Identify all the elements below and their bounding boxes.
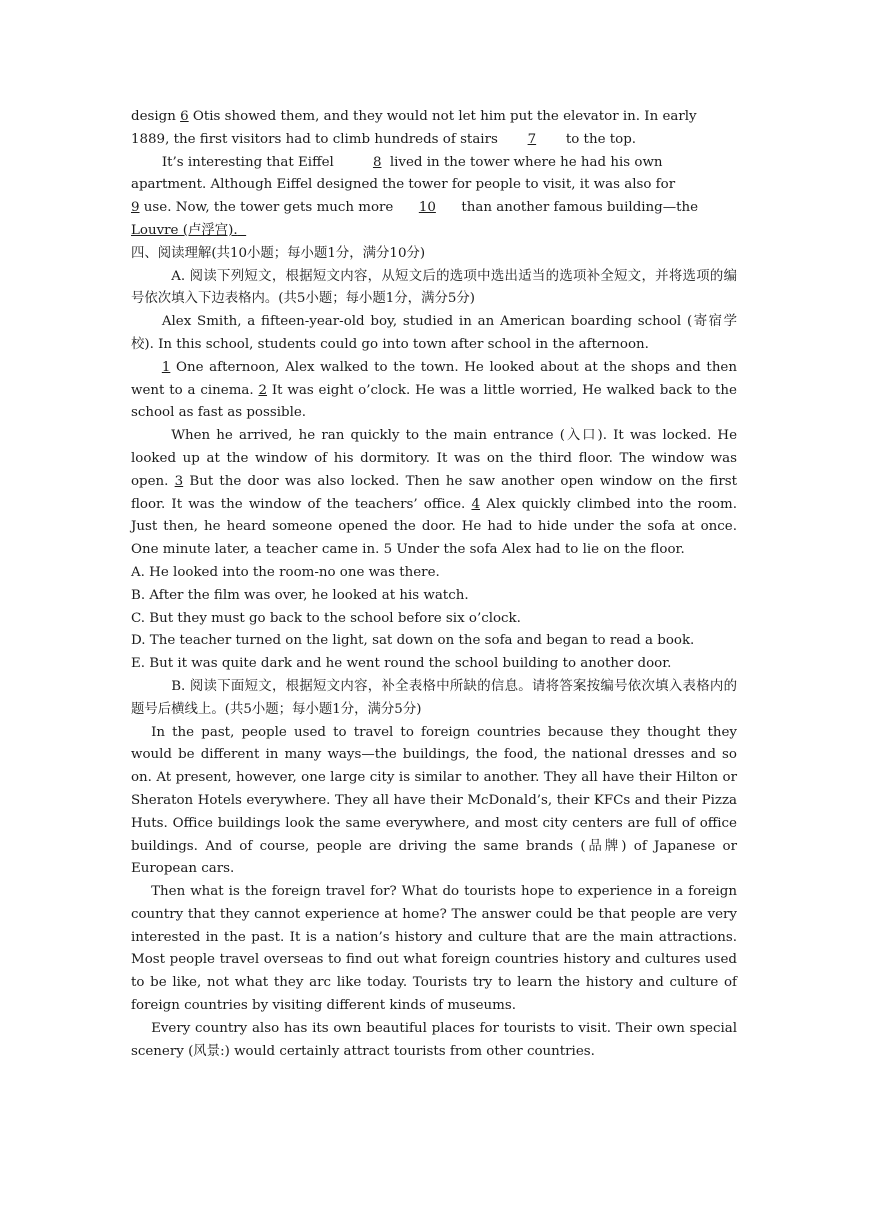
part-b-paragraph-1: In the past, people used to travel to foreign countries because they thought they would be different in many ways—the buildings, the food, the national dresses and so on. At present, however, one large city is similar to another. They all have their Hilton or Sheraton Hotels everywhere. They all have their McDonald’s, their KFCs and their Pizza Huts. Office buildings look the same everywhere, and most city centers are full of office buildings. And of course, people are driving the same brands (品牌) of Japanese or European cars. [131, 724, 737, 877]
text: use. Now, the tower gets much more [139, 200, 394, 216]
blank-10: 10 [418, 200, 436, 216]
text: Alex quickly climbed into the room. Just then, he heard someone opened the door. He had to hide under the sofa at once. One minute later, a teacher came in. 5 Under the sofa Alex had to lie on the floor. [131, 496, 737, 558]
text [238, 223, 247, 238]
part-b-paragraph-2: Then what is the foreign travel for? What do tourists hope to experience in a foreign country that they cannot experience at home? The answer could be that people are very interested in the past. It is a nation’s history and culture that are the main attractions. Most people travel overseas to find out what foreign countries history and cultures used to be like, not what they arc like today. Tourists try to learn the history and culture of foreign countries by visiting different kinds of museums. [131, 884, 737, 1014]
text: lived in the tower where he had his own [389, 154, 663, 170]
blank-9: 9 [131, 200, 140, 216]
document-page [131, 106, 737, 1063]
part-a-instruction: A. 阅读下列短文，根据短文内容，从短文后的选项中选出适当的选项补全短文，并将选项的编号依次填入下边表格内。(共5小题；每小题1分，满分5分) [131, 268, 737, 307]
part-a-paragraph-2 [131, 357, 737, 425]
cloze-line-4: apartment. Although Eiffel designed the tower for people to visit, it was also for [131, 177, 676, 193]
part-a-paragraph-3 [131, 425, 737, 562]
cloze-line-3 [131, 152, 737, 175]
text: One afternoon, Alex walked to the town. He looked about at the shops and then went to a cinema. [131, 359, 737, 398]
cloze-line-1 [131, 106, 737, 129]
option-a: A. He looked into the room-no one was there. [131, 564, 440, 580]
cloze-line-2 [131, 129, 737, 152]
text: to the top. [565, 131, 637, 147]
option-c: C. But they must go back to the school before six o’clock. [131, 610, 521, 626]
text: Otis showed them, and they would not let him put the elevator in. In early [188, 109, 697, 124]
blank-4: 4 [471, 496, 481, 512]
cloze-line-6 [131, 220, 737, 243]
blank-2: 2 [258, 382, 268, 398]
option-e: E. But it was quite dark and he went round the school building to another door. [131, 656, 672, 672]
text: It was eight o’clock. He was a little worried, He walked back to the school as fast as possible. [131, 382, 737, 421]
blank-1: 1 [161, 359, 171, 375]
option-d: D. The teacher turned on the light, sat down on the sofa and began to read a book. [131, 633, 695, 649]
section-heading: 四、阅读理解(共10小题；每小题1分，满分10分) [131, 245, 426, 261]
cloze-line-5 [131, 197, 737, 220]
text: But the door was also locked. Then he saw another open window on the first floor. It was the window of the teachers’ office. [131, 473, 737, 512]
text: than another famous building—the [461, 200, 699, 216]
text: It’s interesting that Eiffel [161, 154, 334, 170]
text: design [131, 109, 181, 124]
blank-6: 6 [180, 109, 189, 124]
blank-8: 8 [372, 154, 382, 170]
option-b: B. After the film was over, he looked at his watch. [131, 587, 469, 603]
text: Louvre (卢浮宫). [131, 222, 238, 238]
blank-7: 7 [527, 131, 537, 147]
text: When he arrived, he ran quickly to the main entrance (入口). It was locked. He looked up at the window of his dormitory. It was on the third floor. The window was open. [131, 428, 737, 489]
part-a-paragraph-1: Alex Smith, a fifteen-year-old boy, studied in an American boarding school (寄宿学校). In this school, students could go into town after school in the afternoon. [131, 314, 737, 352]
part-b-paragraph-3: Every country also has its own beautiful places for tourists to visit. Their own special scenery (风景:) would certainly attract tourists from other countries. [131, 1020, 737, 1059]
part-b-instruction: B. 阅读下面短文，根据短文内容，补全表格中所缺的信息。请将答案按编号依次填入表格内的题号后横线上。(共5小题；每小题1分，满分5分) [131, 678, 737, 717]
text: 1889, the first visitors had to climb hundreds of stairs [131, 131, 498, 147]
blank-3: 3 [174, 473, 184, 489]
